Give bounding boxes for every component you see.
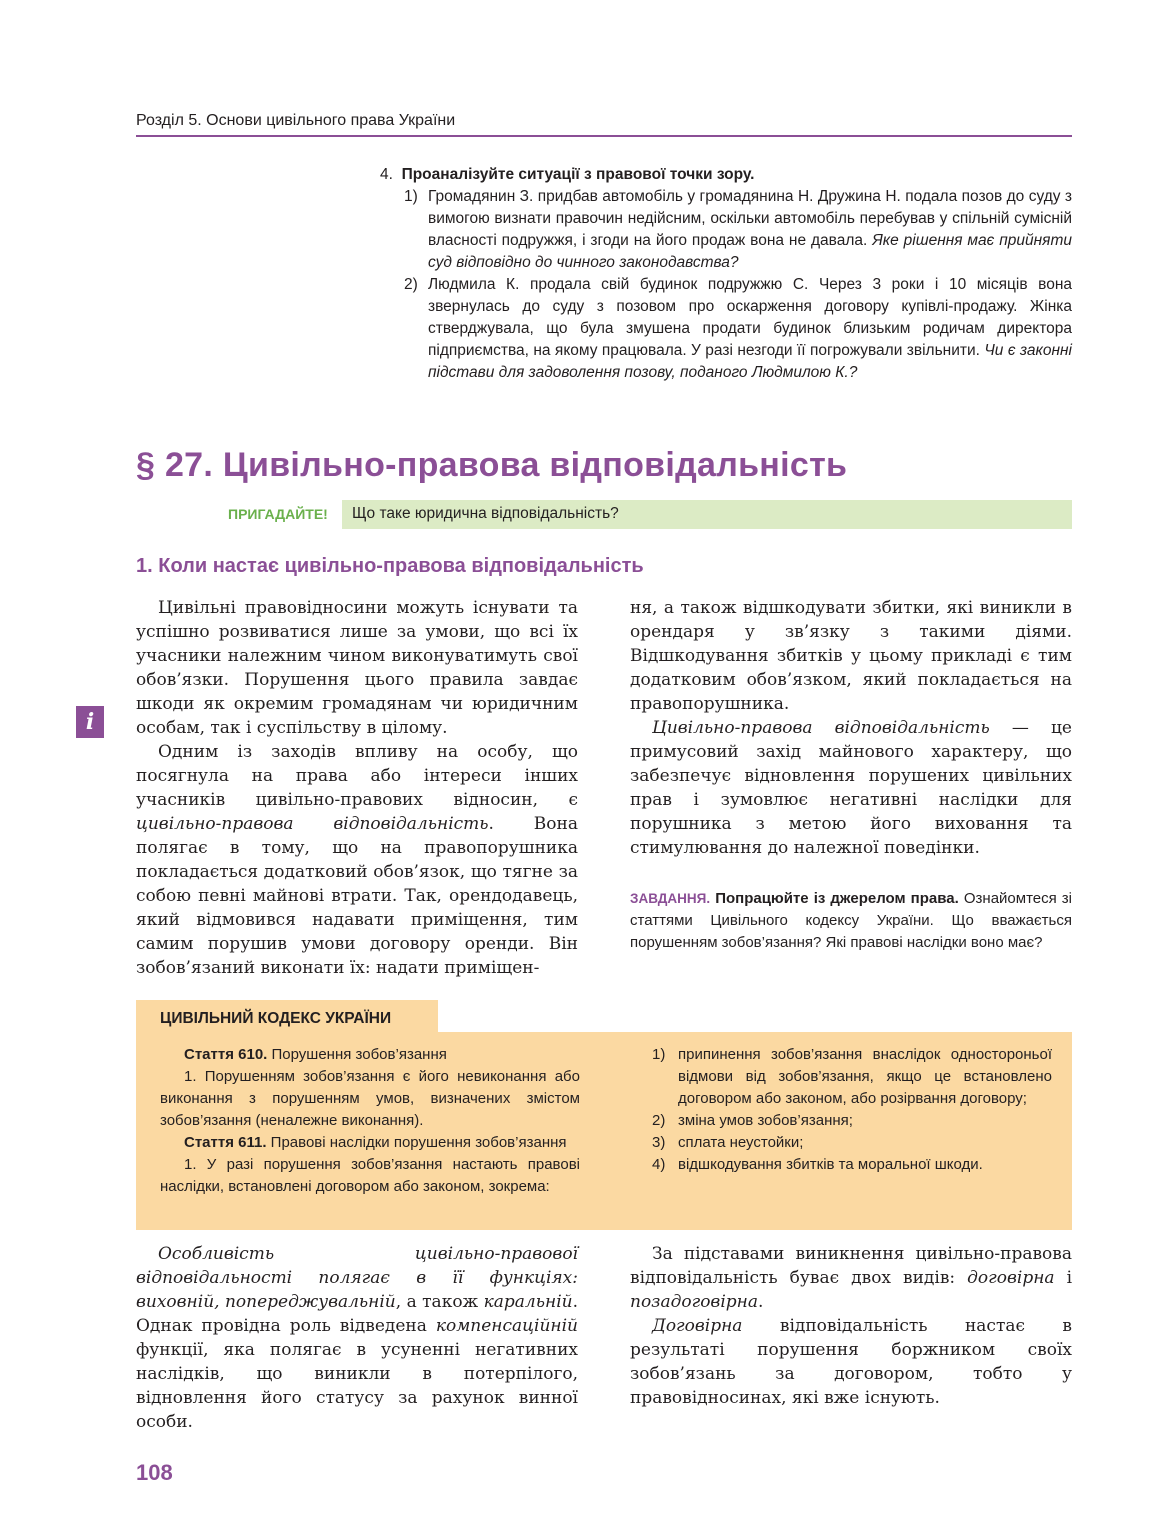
list-item: 4) відшкодування збитків та моральної шкоди.: [652, 1156, 983, 1173]
recall-label: ПРИГАДАЙТЕ!: [228, 506, 328, 522]
task-assignment: [630, 888, 1072, 954]
item-question: Яке рішення має прийняти суд відповідно до чинного законодавства?: [428, 232, 1072, 271]
item-number: 1): [404, 188, 418, 205]
paragraph: За підставами виникнення цивільно-правова відповідальність буває двох видів: договірна і позадоговірна.: [630, 1244, 1073, 1312]
text-column-right-bottom: [630, 1242, 1072, 1410]
running-header: Розділ 5. Основи цивільного права України: [136, 112, 456, 129]
paragraph: ня, а також відшкодувати збитки, які виникли в орендаря у зв’язку з такими діями. Відшкодування збитків у цьому прикладі є тим додатковим обов’язком, який покладається на правопорушника.: [630, 598, 1072, 714]
article-610-heading: Стаття 610. Порушення зобов’язання: [184, 1046, 447, 1063]
item-text: Людмила К. продала свій будинок подружжю С. Через 3 роки і 10 місяців вона звернулась до суду з позовом про оскарження договору купівлі-продажу. Жінка стверджувала, що була змушена продати будинок близьким родичам директора підприємства, на якому працювала. У разі незгоди її погрожували звільнити.: [428, 276, 1072, 359]
item-text: Громадянин З. придбав автомобіль у громадянина Н. Дружина Н. подала позов до суду з вимогою визнати правочин недійсним, оскільки автомобіль перебував у спільній сумісній власності подружжя, і згоди на його продаж вона не давала.: [428, 188, 1072, 249]
article-611-heading: Стаття 611. Правові наслідки порушення зобов’язання: [184, 1134, 567, 1151]
paragraph: Одним із заходів впливу на особу, що посягнула на права або інтереси інших учасників цивільно-правових відносин, є цивільно-правова відповідальність. Вона полягає в тому, що на правопорушника покладається додатковий обов’язок, що тягне за собою певні майнові втрати. Так, орендодавець, який відмовився надавати приміщення, тим самим порушив умови договору оренди. Він зобов’язаний виконати їх: надати приміщен-: [136, 742, 578, 978]
paragraph: Цивільні правовідносини можуть існувати та успішно розвиватися лише за умови, що всі їх учасники належним чином виконуватимуть свої обов’язки. Порушення цього правила завдає шкоди як окремим громадянам чи юридичним особам, так і суспільству в цілому.: [136, 598, 578, 738]
task-4-title: [380, 164, 754, 186]
item-question: Чи є законні підстави для задоволення позову, поданого Людмилою К.?: [428, 342, 1072, 381]
header-divider: [136, 135, 1072, 137]
list-item: 1) припинення зобов’язання внаслідок одностороньої відмови від зобов’язання, якщо це встановлено договором або законом, або розірвання договору;: [652, 1046, 1052, 1107]
info-icon: i: [76, 706, 104, 738]
task-4-item-2: [404, 274, 1072, 384]
paragraph: Цивільно-правова відповідальність — це примусовий захід майнового характеру, що забезпечує відновлення порушених цивільних прав і зумовлює негативні наслідки для порушника з метою його виховання та стимулювання до належної поведінки.: [630, 718, 1072, 858]
task-4-number: 4.: [380, 166, 393, 183]
civil-code-articles: [160, 1044, 580, 1198]
section-1-title: 1. Коли настає цивільно-правова відповідальність: [136, 555, 644, 577]
article-611-text: 1. У разі порушення зобов’язання настають правові наслідки, встановлені договором або законом, зокрема:: [160, 1156, 580, 1195]
task-text: Ознайомтеся зі статтями Цивільного кодексу України. Що вважається порушенням зобов’язання? Які правові наслідки воно має?: [630, 890, 1073, 951]
task-4-heading: Проаналізуйте ситуації з правової точки зору.: [401, 166, 755, 183]
task-label: ЗАВДАННЯ.: [630, 891, 711, 906]
list-item: 3) сплата неустойки;: [652, 1134, 804, 1151]
task-heading: Попрацюйте із джерелом права.: [715, 890, 959, 907]
civil-code-consequences-list: [652, 1044, 1052, 1176]
text-column-left-top: [136, 596, 578, 980]
task-4-item-1: [404, 186, 1072, 274]
item-number: 2): [404, 276, 418, 293]
article-610-text: 1. Порушенням зобов’язання є його невиконання або виконання з порушенням умов, визначених змістом зобов’язання (неналежне виконання).: [160, 1068, 580, 1129]
paragraph: Особливість цивільно-правової відповідальності полягає в її функціях: виховній, попереджувальній, а також каральній. Однак провідна роль відведена компенсаційній функції, яка полягає в усуненні негативних наслідків, що виникли в потерпілого, відновлення його статусу за рахунок винної особи.: [136, 1244, 578, 1432]
text-column-left-bottom: [136, 1242, 578, 1434]
civil-code-title: ЦИВІЛЬНИЙ КОДЕКС УКРАЇНИ: [160, 1010, 392, 1027]
list-item: 2) зміна умов зобов’язання;: [652, 1112, 853, 1129]
recall-question: Що таке юридична відповідальність?: [352, 505, 619, 522]
page-number: 108: [136, 1460, 173, 1485]
paragraph: Договірна відповідальність настає в результаті порушення боржником своїх зобов’язань за договором, тобто у правовідносинах, які вже існують.: [630, 1316, 1072, 1408]
text-column-right-top: [630, 596, 1072, 860]
paragraph-title: § 27. Цивільно-правова відповідальність: [136, 446, 848, 484]
